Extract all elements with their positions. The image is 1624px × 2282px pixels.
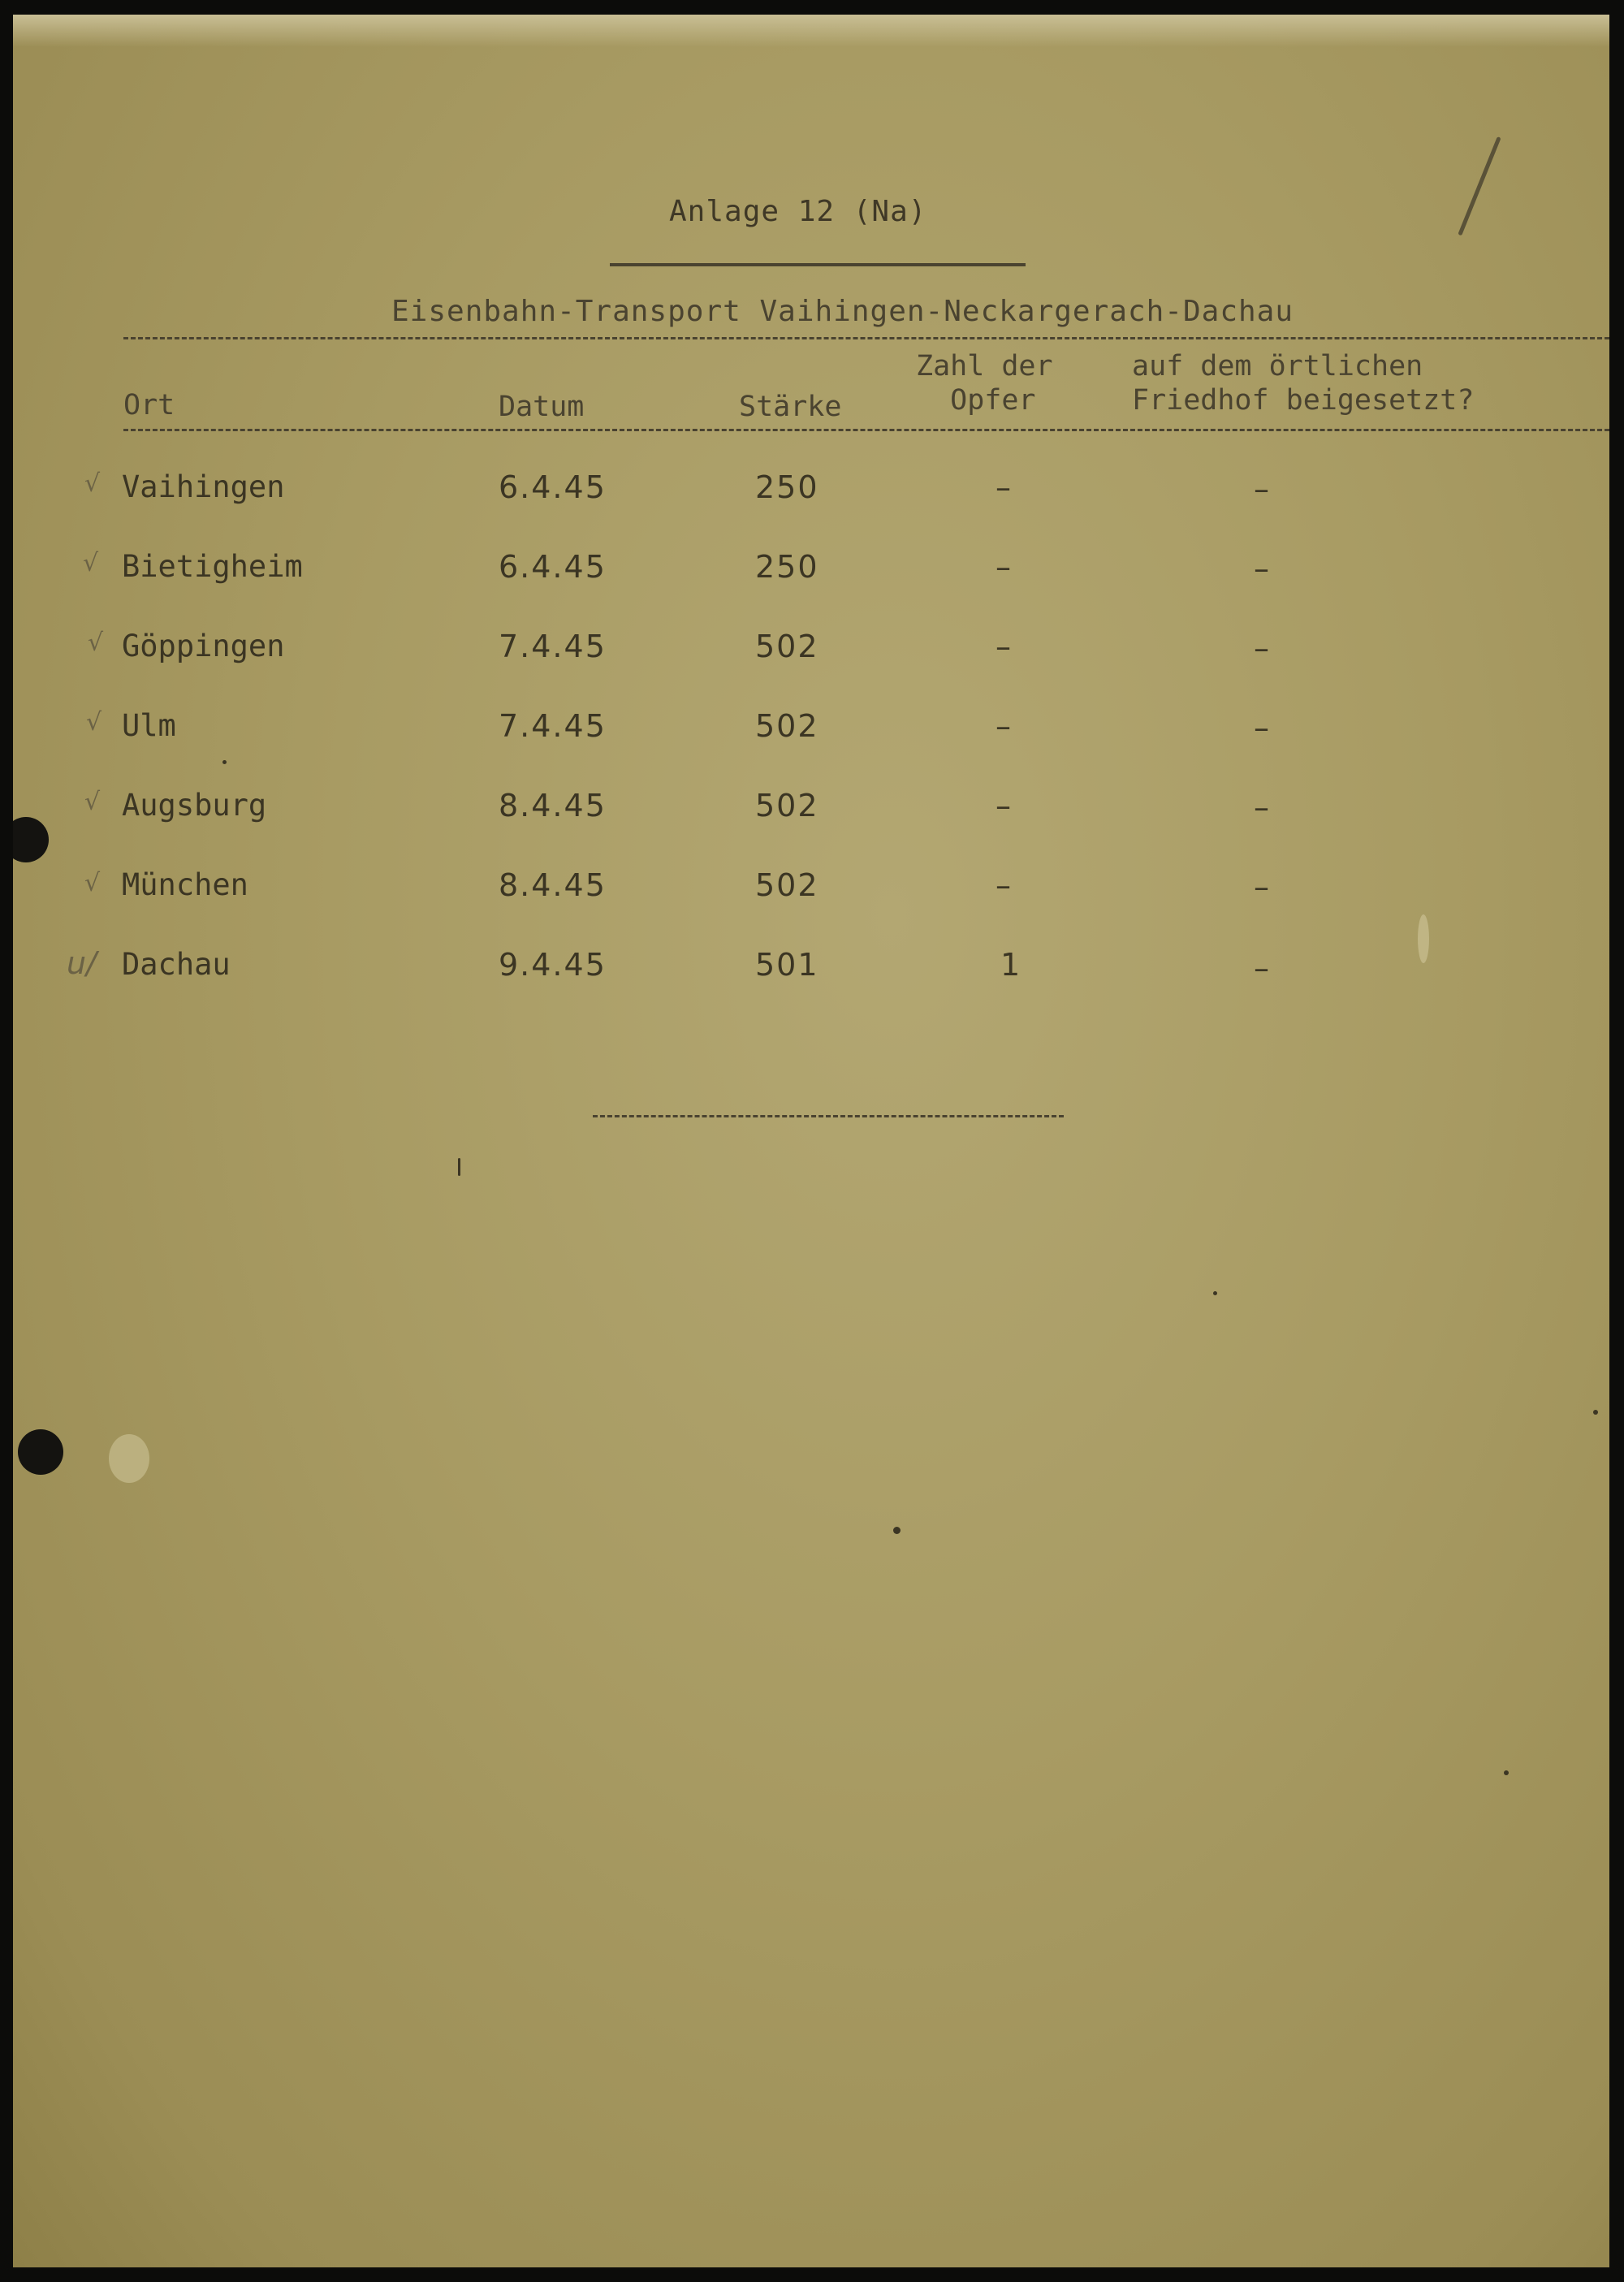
cell-staerke: 502	[755, 629, 819, 664]
cell-ort: Ulm	[122, 708, 176, 743]
cell-ort: Göppingen	[122, 629, 285, 663]
cell-opfer: –	[996, 549, 1013, 585]
heading-underline	[610, 263, 1026, 266]
cell-ort: Bietigheim	[122, 549, 303, 584]
table-end-rule	[593, 1115, 1064, 1117]
cell-friedhof: –	[1254, 950, 1271, 986]
cell-ort: Dachau	[122, 947, 231, 982]
paper-speck	[1593, 1410, 1598, 1415]
cell-datum: 7.4.45	[499, 629, 607, 664]
cell-staerke: 502	[755, 788, 819, 823]
cell-datum: 6.4.45	[499, 549, 607, 585]
paper-smudge	[1418, 914, 1429, 963]
check-mark: √	[84, 788, 101, 816]
cell-opfer: –	[996, 629, 1013, 664]
table-header-rule	[123, 429, 1609, 431]
cell-friedhof: –	[1254, 710, 1271, 746]
cell-opfer: –	[996, 469, 1013, 505]
cell-datum: 8.4.45	[499, 867, 607, 903]
table-top-rule	[123, 337, 1609, 339]
punch-hole-top	[13, 817, 49, 862]
cell-ort: München	[122, 867, 248, 902]
cell-friedhof: –	[1254, 551, 1271, 586]
cell-datum: 7.4.45	[499, 708, 607, 744]
paper-smudge	[109, 1434, 149, 1483]
column-header-opfer: Zahl der Opfer	[916, 350, 1053, 417]
document-page	[13, 15, 1609, 2267]
cell-datum: 8.4.45	[499, 788, 607, 823]
column-header-ort: Ort	[123, 389, 175, 421]
check-mark: √	[86, 708, 102, 737]
paper-speck	[458, 1158, 460, 1176]
cell-friedhof: –	[1254, 471, 1271, 507]
cell-datum: 9.4.45	[499, 947, 607, 983]
paper-speck	[222, 760, 227, 764]
column-header-friedhof: auf dem örtlichen Friedhof beigesetzt?	[1132, 350, 1475, 417]
cell-staerke: 502	[755, 708, 819, 744]
cell-friedhof: –	[1254, 869, 1271, 905]
cell-opfer: –	[996, 708, 1013, 744]
cell-staerke: 250	[755, 549, 819, 585]
check-mark: √	[84, 869, 101, 897]
handwritten-mark: u/	[67, 945, 97, 981]
pen-stroke-mark	[1458, 136, 1501, 236]
document-heading: Anlage 12 (Na)	[669, 195, 927, 228]
paper-speck	[1213, 1291, 1217, 1295]
column-header-staerke: Stärke	[739, 391, 842, 423]
cell-friedhof: –	[1254, 630, 1271, 666]
cell-opfer: –	[996, 788, 1013, 823]
cell-datum: 6.4.45	[499, 469, 607, 505]
cell-staerke: 501	[755, 947, 819, 983]
cell-staerke: 502	[755, 867, 819, 903]
paper-speck	[1504, 1770, 1509, 1775]
cell-ort: Vaihingen	[122, 469, 285, 504]
punch-hole-bottom	[18, 1429, 63, 1475]
check-mark: √	[88, 629, 104, 657]
check-mark: √	[84, 469, 101, 498]
check-mark: √	[83, 549, 99, 577]
column-header-datum: Datum	[499, 391, 585, 423]
cell-opfer: 1	[1000, 947, 1022, 983]
document-title: Eisenbahn-Transport Vaihingen-Neckargerach-Dachau	[391, 295, 1294, 328]
cell-friedhof: –	[1254, 789, 1271, 825]
paper-speck	[893, 1527, 901, 1534]
cell-ort: Augsburg	[122, 788, 267, 823]
cell-opfer: –	[996, 867, 1013, 903]
cell-staerke: 250	[755, 469, 819, 505]
